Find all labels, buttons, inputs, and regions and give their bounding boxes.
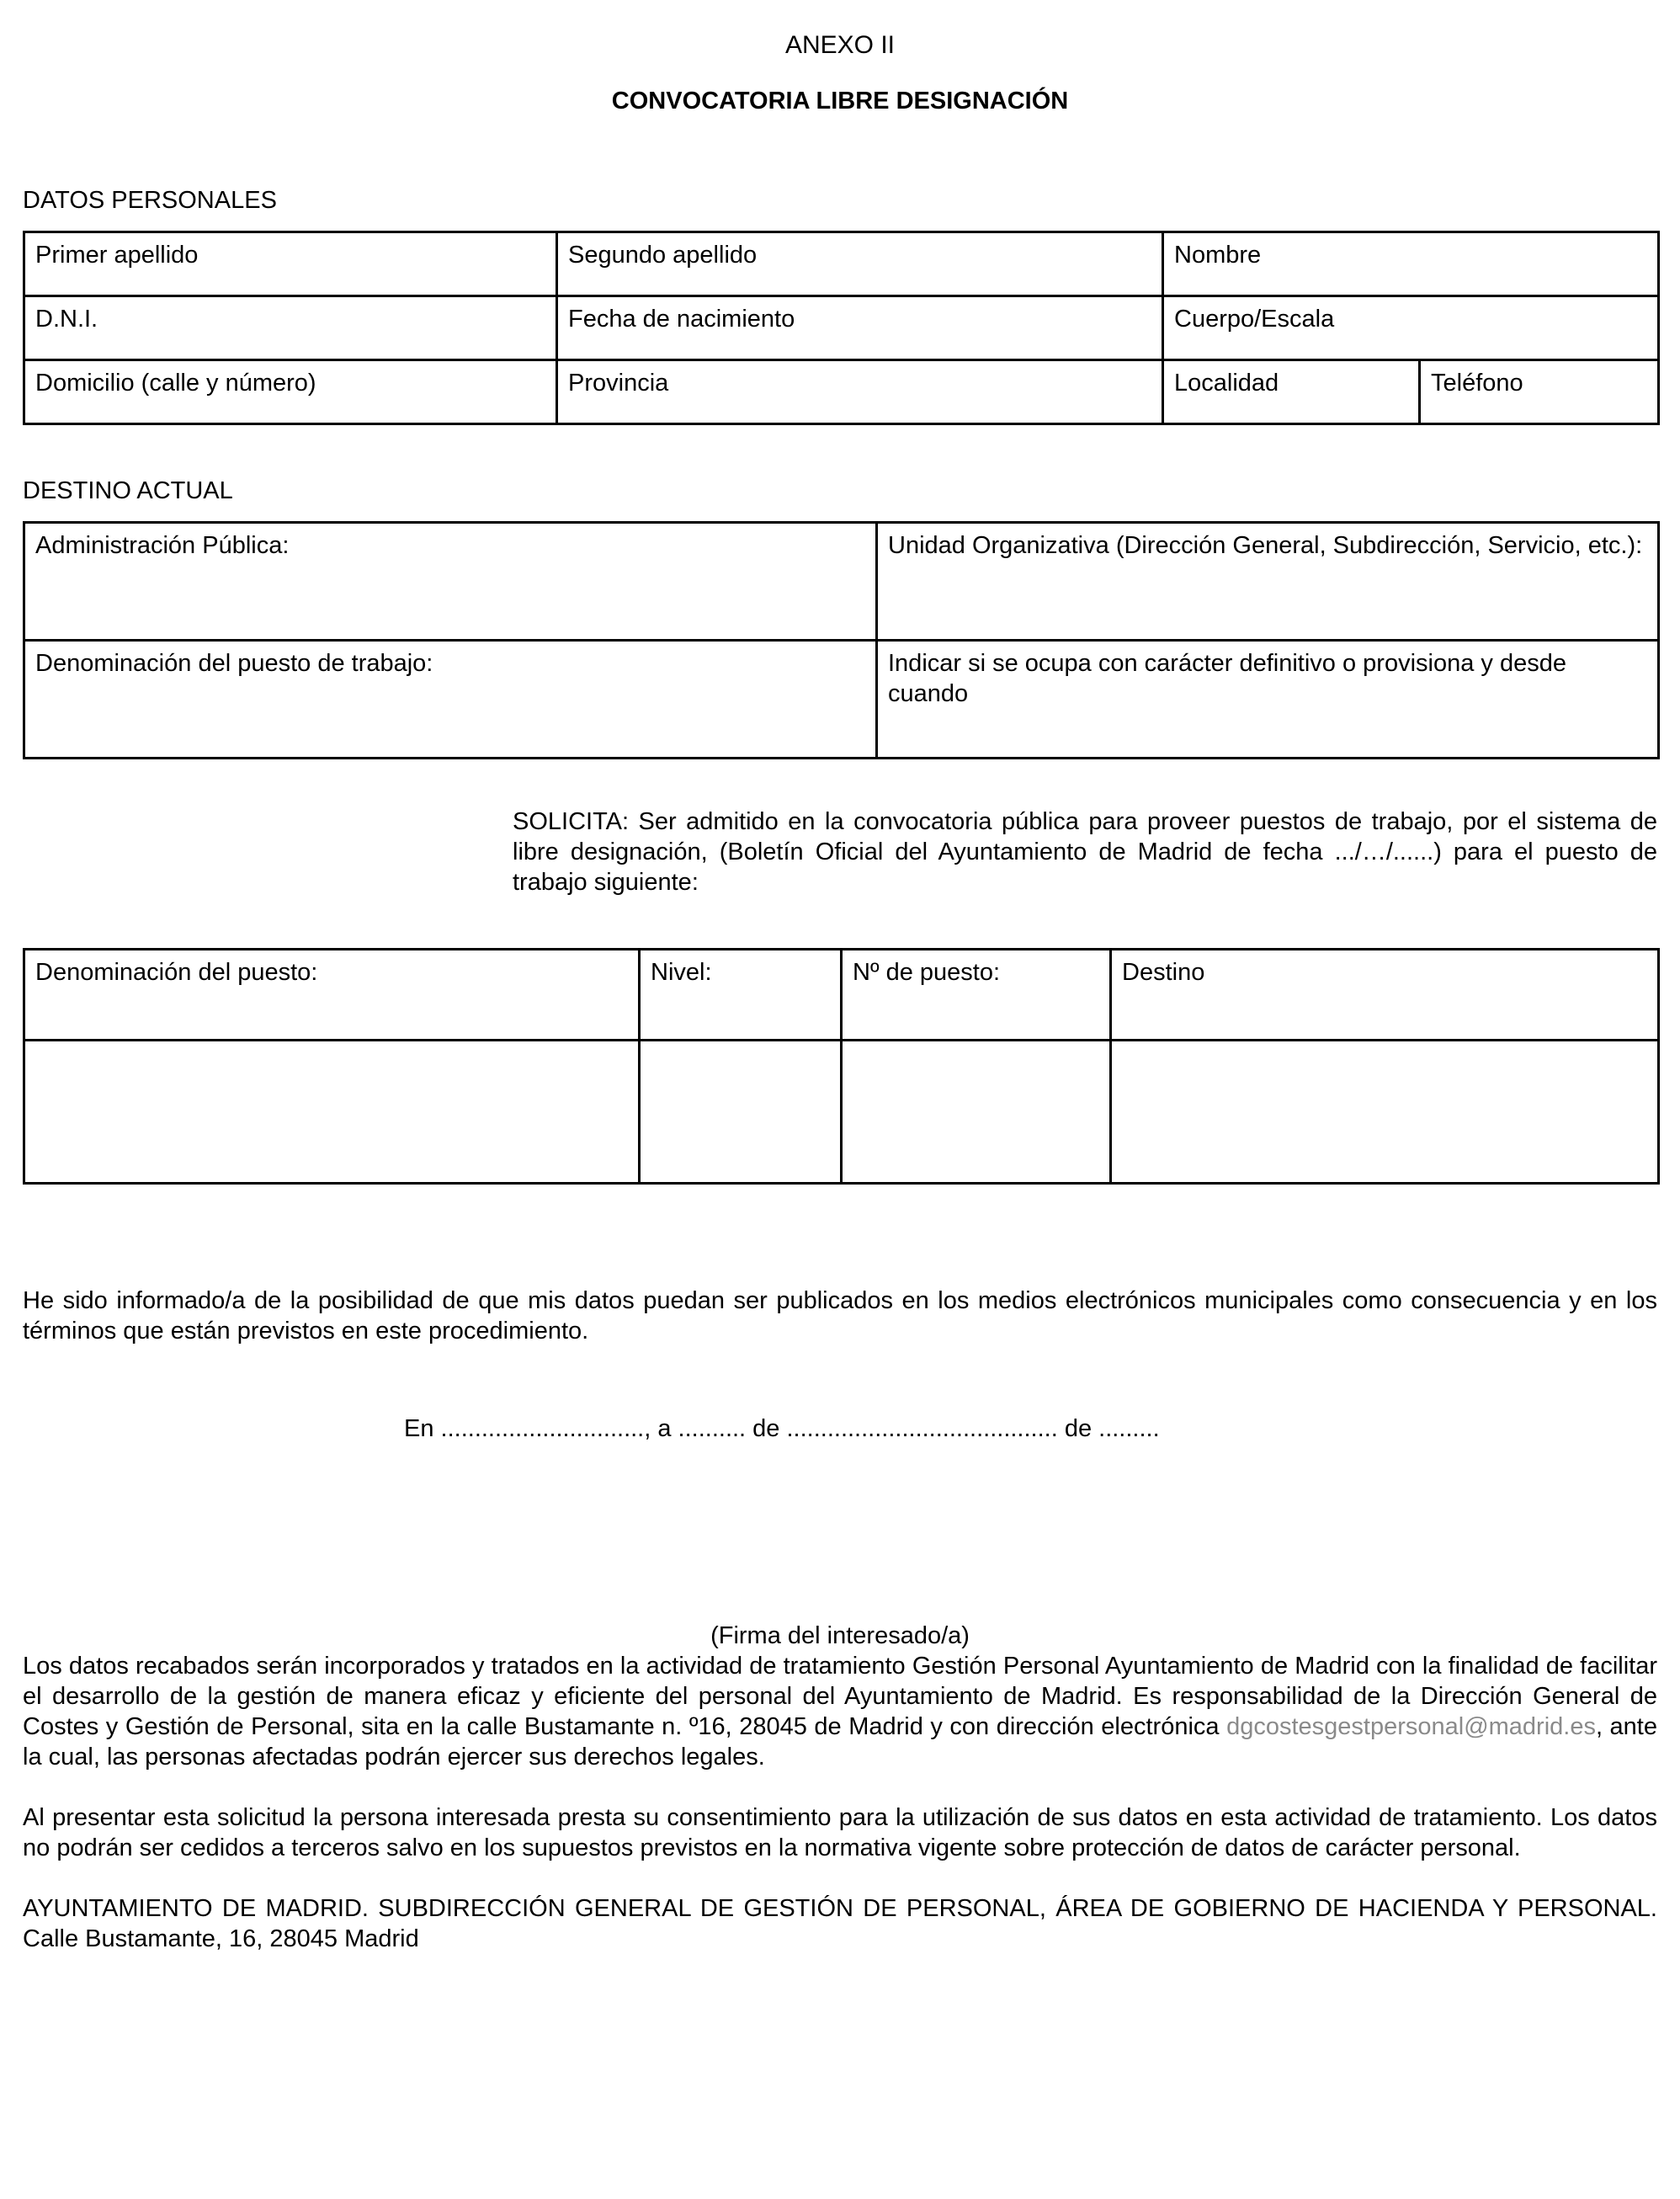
table-row [24,232,1659,296]
table-row [24,950,1659,1041]
email-address: dgcostesgestpersonal@madrid.es [1226,1713,1596,1740]
cell-telefono: Teléfono [1420,360,1659,424]
date-signature-line: En .............................., a .......... de ........................................ de ......... [404,1415,1160,1442]
puesto-table [23,948,1660,1185]
cell-fecha-nacimiento: Fecha de nacimiento [557,296,1163,360]
empty-cell-denominacion-puesto [24,1041,640,1184]
empty-cell-nivel [640,1041,842,1184]
datos-personales-heading: DATOS PERSONALES [23,187,277,214]
destino-actual-heading: DESTINO ACTUAL [23,477,233,504]
empty-cell-destino [1111,1041,1659,1184]
cell-localidad: Localidad [1163,360,1420,424]
signature-label: (Firma del interesado/a) [710,1622,970,1649]
cell-cuerpo-escala: Cuerpo/Escala [1163,296,1659,360]
cell-dni: D.N.I. [24,296,557,360]
privacy-paragraph-1 [23,1651,1657,1772]
solicita-paragraph: SOLICITA: Ser admitido en la convocatoria pública para proveer puestos de trabajo, por el sistema de libre designación, (Boletín Oficial del Ayuntamiento de Madrid de fecha .../…/......) para el puesto de trabajo siguiente: [513,808,1657,896]
table-row [24,360,1659,424]
cell-caracter-ocupacion: Indicar si se ocupa con carácter definitivo o provisiona y desde cuando [877,641,1659,759]
privacy-paragraph-2: Al presentar esta solicitud la persona interesada presta su consentimiento para la utilización de sus datos en esta actividad de tratamiento. Los datos no podrán ser cedidos a terceros salvo en los supuestos previstos en la normativa vigente sobre protección de datos de carácter personal. [23,1804,1657,1861]
cell-denominacion-puesto-trabajo: Denominación del puesto de trabajo: [24,641,877,759]
privacy-paragraph-1-text: Los datos recabados serán incorporados y tratados en la actividad de tratamiento Gestión Personal Ayuntamiento de Madrid con la finalidad de facilitar el desarrollo de la gestión de manera eficaz y eficiente del personal del Ayuntamiento de Madrid. Es responsabilidad de la Dirección General de Costes y Gestión de Personal, sita en la calle Bustamante n. º16, 28045 de Madrid y con dirección electrónica [23,1653,1657,1740]
table-row [24,641,1659,759]
header-num-puesto: Nº de puesto: [842,950,1111,1041]
destino-actual-table [23,521,1660,759]
cell-administracion-publica: Administración Pública: [24,523,877,641]
cell-domicilio: Domicilio (calle y número) [24,360,557,424]
cell-primer-apellido: Primer apellido [24,232,557,296]
table-row [24,1041,1659,1184]
header-denominacion-puesto: Denominación del puesto: [24,950,640,1041]
header-destino: Destino [1111,950,1659,1041]
annex-title: ANEXO II [784,31,896,59]
informed-paragraph: He sido informado/a de la posibilidad de que mis datos puedan ser publicados en los medios electrónicos municipales como consecuencia y en los términos que están previstos en este procedimiento. [23,1287,1657,1344]
privacy-paragraph-1-tail: , ante la cual, las personas afectadas podrán ejercer sus derechos legales. [23,1713,1657,1770]
form-title: CONVOCATORIA LIBRE DESIGNACIÓN [611,88,1069,114]
table-row [24,523,1659,641]
cell-unidad-organizativa: Unidad Organizativa (Dirección General, Subdirección, Servicio, etc.): [877,523,1659,641]
header-nivel: Nivel: [640,950,842,1041]
cell-provincia: Provincia [557,360,1163,424]
empty-cell-num-puesto [842,1041,1111,1184]
table-row [24,296,1659,360]
datos-personales-table [23,231,1660,425]
cell-segundo-apellido: Segundo apellido [557,232,1163,296]
footer-paragraph: AYUNTAMIENTO DE MADRID. SUBDIRECCIÓN GENERAL DE GESTIÓN DE PERSONAL, ÁREA DE GOBIERNO DE HACIENDA Y PERSONAL. Calle Bustamante, 16, 28045 Madrid [23,1895,1657,1952]
cell-nombre: Nombre [1163,232,1659,296]
